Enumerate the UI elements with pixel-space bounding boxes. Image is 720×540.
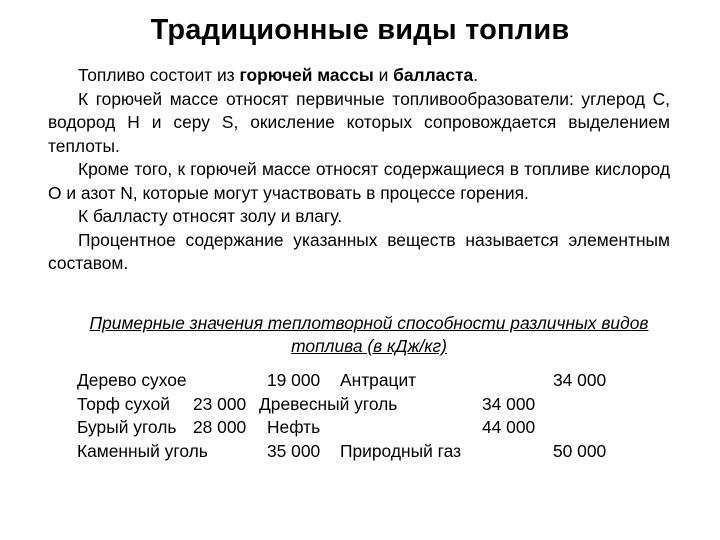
table-row (0, 441, 720, 465)
table-row (0, 394, 720, 418)
paragraph-text: Топливо состоит из (78, 65, 240, 85)
paragraph-text: и (373, 65, 394, 85)
paragraph-composition (48, 64, 670, 88)
table-row (0, 417, 720, 441)
fuel-name: Древесный уголь (259, 393, 398, 414)
body-text (48, 64, 670, 276)
fuel-value: 35 000 (267, 440, 321, 461)
table-heading: Примерные значения теплотворной способности различных видов топлива (в кДж/кг) (89, 313, 649, 356)
fuel-name: Торф сухой (77, 393, 171, 414)
paragraph-ballast: К балласту относят золу и влагу. (78, 206, 343, 226)
bold-term-ballast: балласта (393, 65, 474, 85)
fuel-value: 23 000 (193, 393, 247, 414)
fuel-value: 19 000 (267, 370, 321, 390)
fuel-name: Природный газ (340, 440, 462, 461)
fuel-heat-table (0, 370, 720, 464)
fuel-name: Нефть (267, 417, 321, 437)
fuel-name: Антрацит (340, 370, 417, 390)
fuel-name: Бурый уголь (77, 417, 177, 437)
fuel-value: 50 000 (553, 440, 607, 461)
fuel-value: 34 000 (553, 370, 607, 390)
fuel-name: Каменный уголь (77, 440, 208, 461)
bold-term-combustible-mass: горючей массы (239, 65, 374, 85)
paragraph-text: . (473, 65, 479, 85)
paragraph-combustible-mass: К горючей массе относят первичные топливообразователи: углерод С, водород Н и серу S, окисление которых сопровождается выделением теплоты. (48, 88, 670, 156)
paragraph-oxygen-nitrogen: Кроме того, к горючей массе относят содержащиеся в топливе кислород О и азот N, которые могут участвовать в процессе горения. (48, 159, 670, 203)
fuel-value: 28 000 (193, 417, 247, 437)
fuel-name: Дерево сухое (77, 370, 187, 390)
paragraph-elemental-composition: Процентное содержание указанных веществ называется элементным составом. (48, 229, 670, 273)
fuel-value: 44 000 (482, 417, 536, 437)
fuel-value: 34 000 (482, 393, 536, 414)
table-row (0, 370, 720, 394)
slide-title: Традиционные виды топлив (150, 14, 570, 46)
